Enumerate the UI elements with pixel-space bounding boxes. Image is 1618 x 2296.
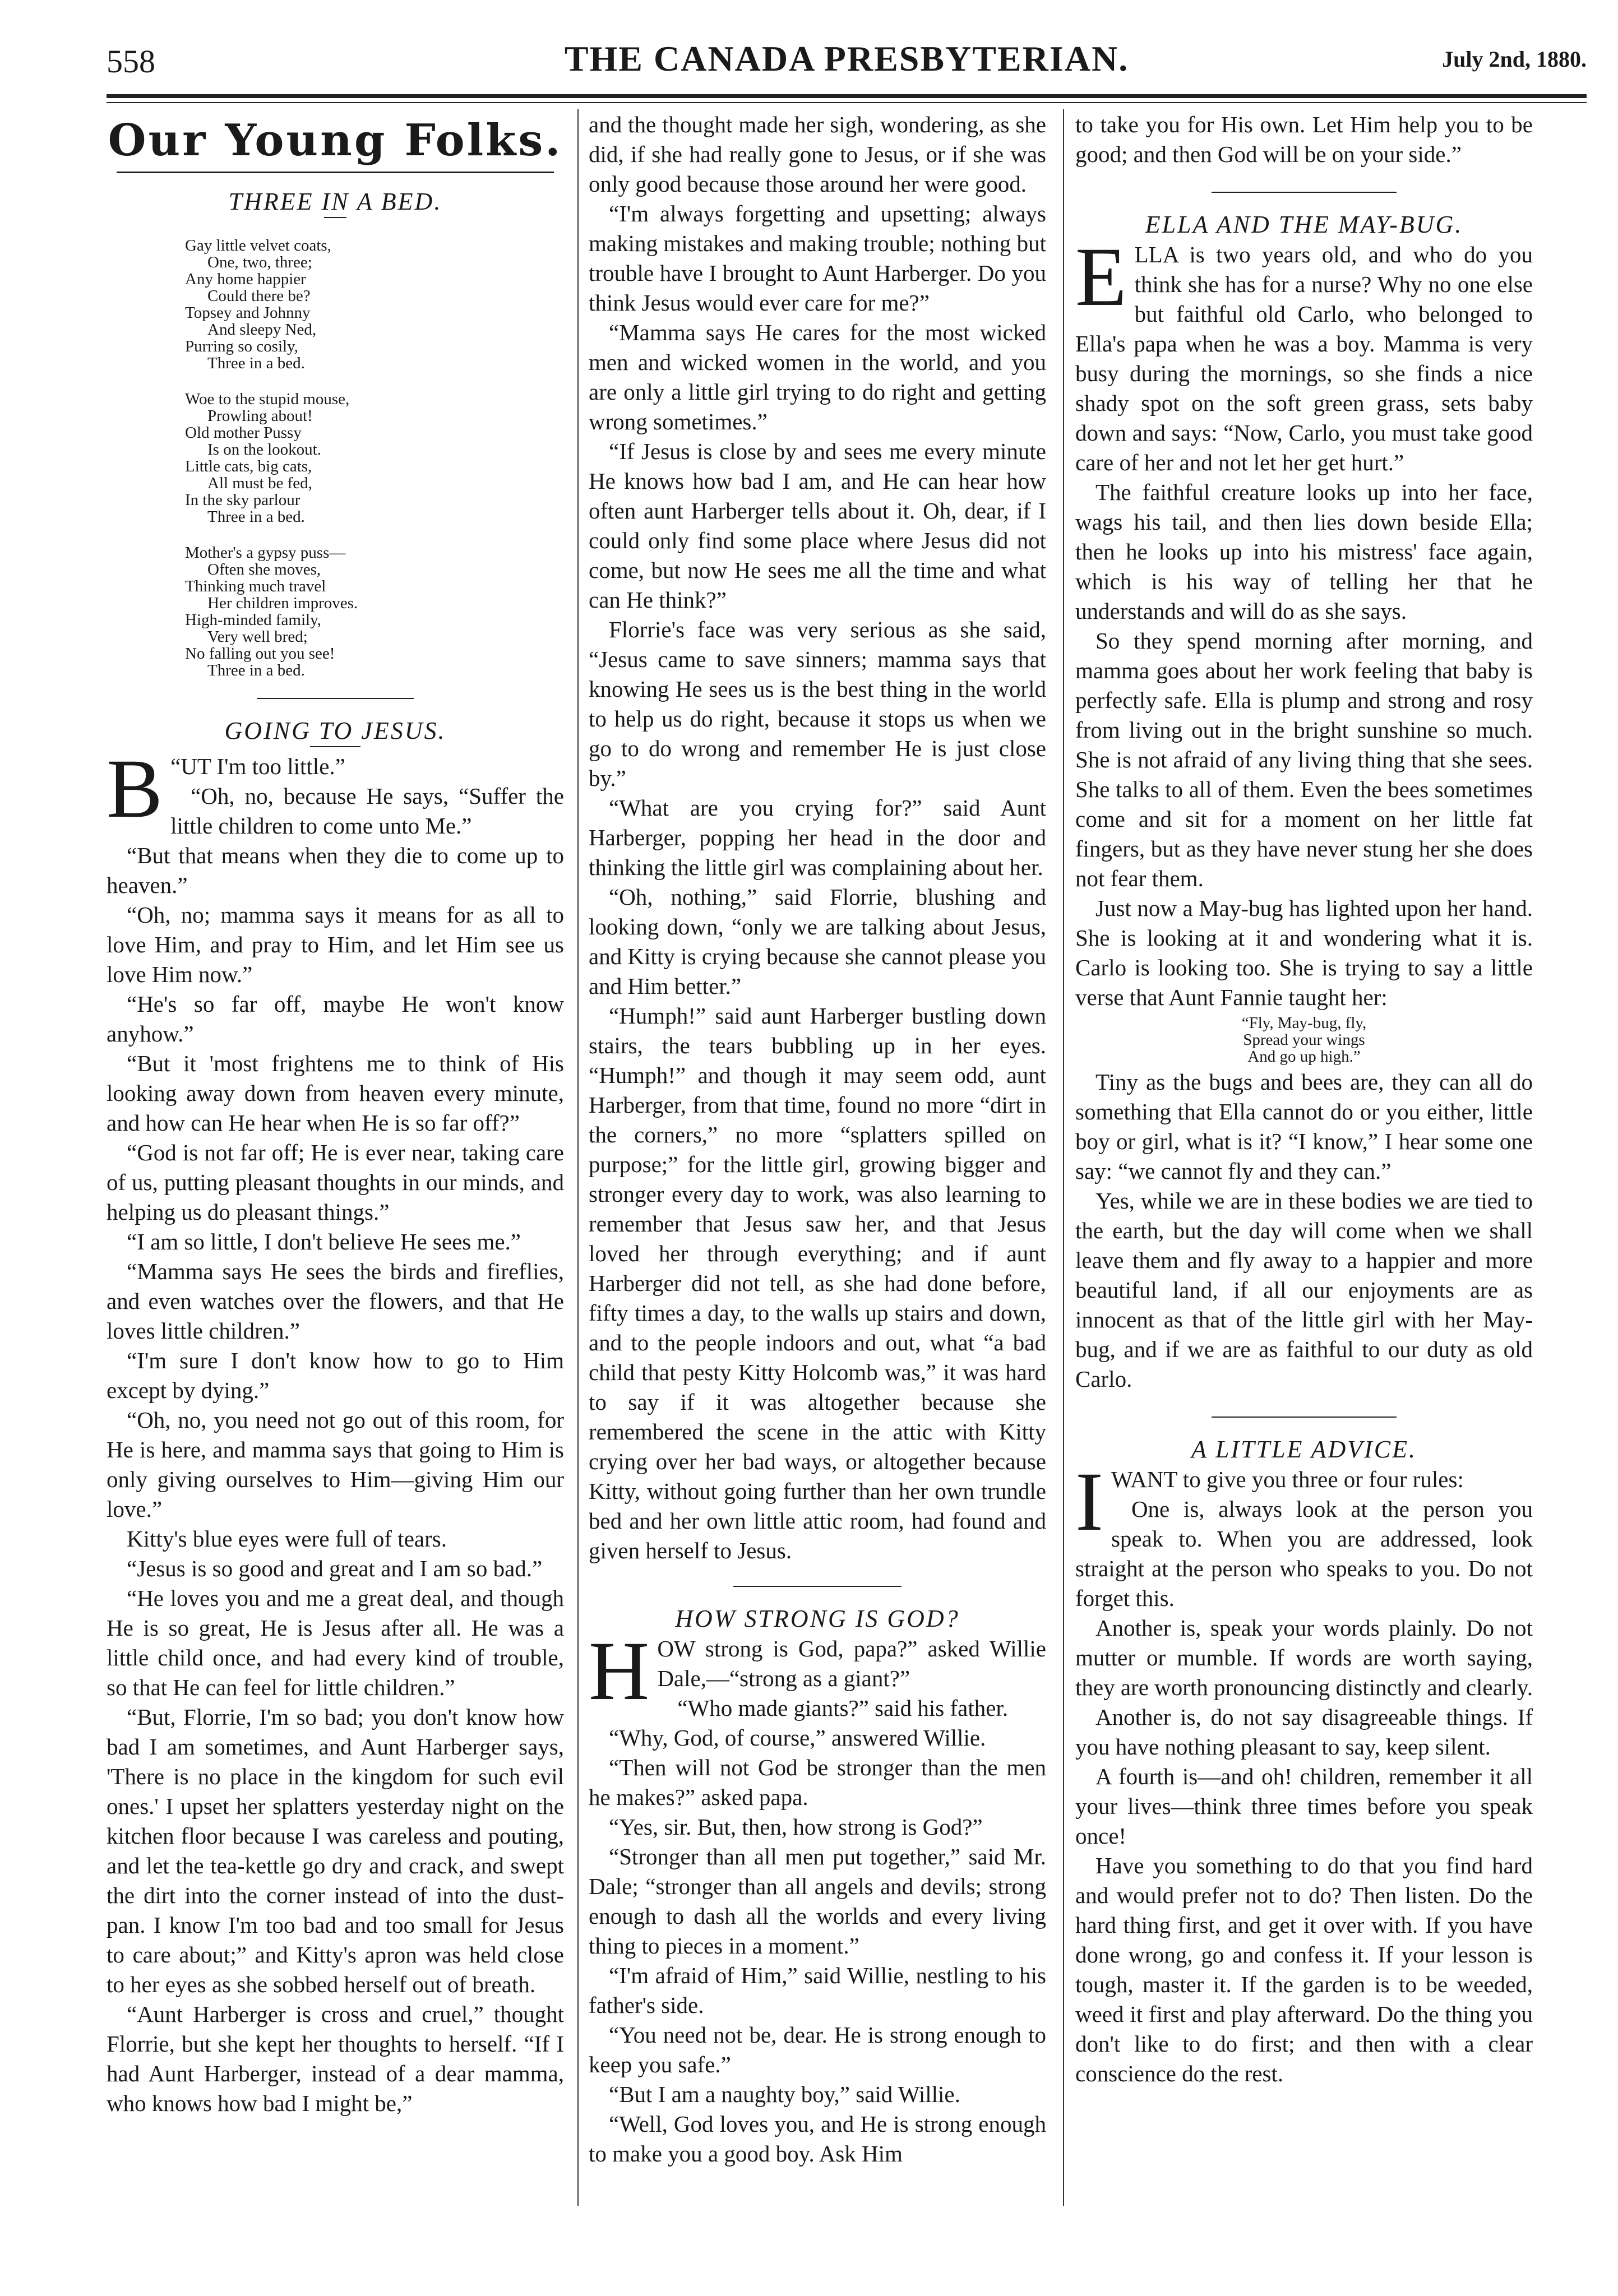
column-2 [589, 110, 1046, 2169]
poem-line: Three in a bed. [207, 354, 305, 372]
poem-line: Three in a bed. [207, 661, 305, 679]
article-paragraph: “Oh, no, you need not go out of this room, for He is here, and mamma says that going to Him is only giving ourselves to Him—giving Him our love.” [107, 1407, 564, 1522]
article-paragraph: “Mamma says He sees the birds and fireflies, and even watches over the flowers, and that He loves little children.” [107, 1258, 564, 1344]
article-paragraph: The faithful creature looks up into her face, wags his tail, and then lies down beside Ella; then he looks up into his mistress' face again, which is his way of telling her that he understands and will do as she says. [1075, 479, 1533, 624]
column-3 [1075, 110, 1533, 2089]
verse-line: And go up high.” [1247, 1048, 1361, 1066]
article-a-little-advice [1075, 1418, 1533, 2089]
article-paragraph: “If Jesus is close by and sees me every minute He knows how bad I am, and He can hear how often aunt Harberger tells about it. Oh, dear, if I could only find some place where Jesus did not come, but now He sees me all the time and what can He think?” [589, 438, 1046, 613]
page-number: 558 [107, 43, 155, 80]
drop-cap: B [107, 742, 163, 835]
poem-stanza [185, 391, 564, 525]
article-paragraph: IWANT to give you three or four rules: [1075, 1455, 1464, 1548]
newspaper-title: THE CANADA PRESBYTERIAN. [564, 39, 1129, 78]
article-paragraph: “But that means when they die to come up to heaven.” [107, 843, 564, 898]
poem-line: Her children improves. [207, 594, 358, 612]
poem-body [107, 237, 564, 679]
article-paragraph: “God is not far off; He is ever near, taking care of us, putting pleasant thoughts in our minds, and helping us do pleasant things.” [107, 1140, 564, 1225]
poem-line: Gay little velvet coats, [185, 237, 331, 254]
article-paragraph: “Then will not God be stronger than the men he makes?” asked papa. [589, 1755, 1046, 1810]
poem-line: Purring so cosily, [185, 337, 298, 355]
poem-line: Could there be? [207, 287, 311, 305]
poem-line: Mother's a gypsy puss— [185, 544, 346, 562]
poem-line: Prowling about! [207, 407, 313, 425]
drop-cap: E [1075, 230, 1127, 323]
poem-stanza [185, 237, 564, 372]
article-title: A LITTLE ADVICE. [1191, 1436, 1417, 1463]
poem-line: Three in a bed. [207, 508, 305, 526]
article-paragraph: and the thought made her sigh, wondering, as she did, if she had really gone to Jesus, or if she was only good because those around her were good. [589, 112, 1046, 197]
article-paragraph: Florrie's face was very serious as she said, “Jesus came to save sinners; mamma says that knowing He sees us is the best thing in the world to help us do right, because it stops us when we go to do wrong and remember He is just close by.” [589, 617, 1046, 791]
article-paragraph: “I'm always forgetting and upsetting; always making mistakes and making trouble; nothing but trouble have I brought to Aunt Harberger. Do you think Jesus would ever care for me?” [589, 201, 1046, 316]
poem-line: Little cats, big cats, [185, 457, 312, 475]
article-paragraph: “Oh, no, because He says, “Suffer the little children to come unto Me.” [170, 783, 564, 839]
article-title-rule [310, 746, 360, 747]
article-paragraph: HOW strong is God, papa?” asked Willie Dale,—“strong as a giant?” [589, 1624, 1046, 1718]
article-paragraph: “He loves you and me a great deal, and though He is so great, He is Jesus after all. He was a little child once, and had every kind of trouble, so that He can feel for little children.” [107, 1585, 564, 1700]
article-title: HOW STRONG IS GOD? [675, 1605, 960, 1632]
poem-line: And sleepy Ned, [207, 321, 317, 339]
article-paragraph: “Stronger than all men put together,” said Mr. Dale; “stronger than all angels and devils; strong enough to dash all the worlds and every living thing to pieces in a moment.” [589, 1844, 1046, 1959]
poem-line: Very well bred; [207, 628, 308, 646]
article-paragraph: Yes, while we are in these bodies we are tied to the earth, but the day will come when we shall leave them and fly away to a happier and more beautiful land, if all our enjoyments are as innocent as that of the little girl with her May-bug, and if we are as faithful to our duty as old Carlo. [1075, 1188, 1533, 1392]
poem-line: Often she moves, [207, 561, 321, 578]
article-ella-and-the-may-bug [1075, 193, 1533, 1394]
poem-stanza [185, 544, 564, 679]
poem-three-in-a-bed [107, 173, 564, 679]
article-how-strong-is-god [589, 1587, 1046, 2169]
article-paragraph: “I'm sure I don't know how to go to Him except by dying.” [107, 1348, 564, 1403]
column-divider-1 [577, 109, 579, 2206]
column-1 [107, 110, 564, 2118]
poem-line: Thinking much travel [185, 577, 326, 595]
poem-line: Topsey and Johnny [185, 304, 311, 322]
poem-title-rule [324, 217, 346, 218]
article-paragraph: to take you for His own. Let Him help you to be good; and then God will be on your side.” [1075, 112, 1533, 167]
article-title: ELLA AND THE MAY-BUG. [1145, 211, 1463, 238]
column-divider-2 [1063, 109, 1064, 2206]
issue-date: July 2nd, 1880. [1442, 47, 1587, 72]
article-paragraph: So they spend morning after morning, and mamma goes about her work feeling that baby is perfectly safe. Ella is plump and strong and rosy from living out in the bright sunshine so much. She is not afraid of any living thing that she sees. She talks to all of them. Even the bees sometimes come and sit for a moment on her little fat fingers, but as they have never stung her she does not fear them. [1075, 628, 1533, 891]
page-header [107, 38, 1587, 89]
poem-line: Woe to the stupid mouse, [185, 390, 350, 408]
article-paragraph: “Yes, sir. But, then, how strong is God?” [609, 1814, 983, 1840]
article-paragraph: Kitty's blue eyes were full of tears. [127, 1526, 447, 1552]
article-paragraph: One is, always look at the person you speak to. When you are addressed, look straight at the person who speaks to you. Do not forget this. [1075, 1496, 1533, 1611]
verse-line: “Fly, May-bug, fly, [1241, 1014, 1367, 1032]
article-paragraph: Have you something to do that you find hard and would prefer not to do? Then listen. Do the hard thing first, and get it over with. If you have done wrong, go and confess it. If your lesson is tough, master it. If the garden is to be weeded, weed it first and play afterward. Do the thing you don't like to do first; and then with a clear conscience do the rest. [1075, 1853, 1533, 2086]
header-rule-thin [107, 102, 1587, 103]
article-paragraph: “Oh, nothing,” said Florrie, blushing and looking down, “only we are talking about Jesus, and Kitty is crying because she cannot please you and Him better.” [589, 884, 1046, 999]
article-paragraph: “But I am a naughty boy,” said Willie. [609, 2081, 960, 2107]
article-paragraph: “Humph!” said aunt Harberger bustling down stairs, the tears bubbling up in her eyes. “Humph!” and though it may seem odd, aunt Harberger, from that time, found no more “dirt in the corners,” no more “splatters spilled on purpose;” for the little girl, growing bigger and stronger every day to work, was also learning to remember that Jesus saw her, and that Jesus loved her through everything; and if aunt Harberger did not tell, as she had done before, fifty times a day, to the walls up stairs and down, and to the people indoors and out, what “a bad child that pesty Kitty Holcomb was,” it was hard to say if it was altogether because she remembered the scene in the attic with Kitty crying over her bad ways, or altogether because Kitty, without going further than her own trundle bed and her own little attic room, had found and given herself to Jesus. [589, 1003, 1046, 1563]
poem-line: Any home happier [185, 270, 306, 288]
article-paragraph: Just now a May-bug has lighted upon her hand. She is looking at it and wondering what it is. Carlo is looking too. She is trying to say a little verse that Aunt Fannie taught her: [1075, 895, 1533, 1010]
article-paragraph: Another is, do not say disagreeable things. If you have nothing pleasant to say, keep silent. [1075, 1704, 1533, 1760]
article-paragraph: ELLA is two years old, and who do you think she has for a nurse? Why no one else but faithful old Carlo, who belonged to Ella's papa when he was a boy. Mamma is very busy during the mornings, so she finds a nice shady spot on the soft green grass, sets baby down and says: “Now, Carlo, you must take good care of her and not let her get hurt.” [1075, 230, 1533, 475]
poem-line: In the sky parlour [185, 491, 301, 509]
article-paragraph: “Oh, no; mamma says it means for as all to love Him, and pray to Him, and let Him see us love Him now.” [107, 902, 564, 987]
article-paragraph: “What are you crying for?” said Aunt Harberger, popping her head in the door and thinking the little girl was complaining about her. [589, 795, 1046, 880]
verse-line: Spread your wings [1243, 1031, 1365, 1049]
article-title: GOING TO JESUS. [224, 717, 446, 744]
article-paragraph: Tiny as the bugs and bees are, they can all do something that Ella cannot do or you either, little boy or girl, what is it? “I know,” I hear some one say: “we cannot fly and they can.” [1075, 1069, 1533, 1184]
article-paragraph: “Mamma says He cares for the most wicked men and wicked women in the world, and you are only a little girl trying to do right and getting wrong sometimes.” [589, 320, 1046, 434]
article-paragraph: “I am so little, I don't believe He sees me.” [127, 1229, 521, 1255]
poem-title: THREE IN A BED. [228, 188, 442, 215]
drop-cap: H [589, 1624, 650, 1718]
article-paragraph: “You need not be, dear. He is strong enough to keep you safe.” [589, 2022, 1046, 2077]
article-paragraph: “But, Florrie, I'm so bad; you don't know how bad I am sometimes, and Aunt Harberger says, 'There is no place in the kingdom for such evil ones.' I upset her splatters yesterday night on the kitchen floor because I was careless and pouting, and let the tea-kettle go dry and crack, and swept the dirt into the corner instead of into the dust-pan. I know I'm too bad and too small for Jesus to care about;” and Kitty's apron was held close to her eyes as she sobbed herself out of breath. [107, 1704, 564, 1997]
poem-line: No falling out you see! [185, 645, 335, 663]
article-paragraph: “Who made giants?” said his father. [677, 1695, 1009, 1721]
article-paragraph: “He's so far off, maybe He won't know anyhow.” [107, 991, 564, 1047]
article-paragraph: B “UT I'm too little.” [107, 742, 345, 835]
article-paragraph: A fourth is—and oh! children, remember it all your lives—think three times before you speak once! [1075, 1763, 1533, 1849]
poem-line: All must be fed, [207, 474, 312, 492]
may-bug-verse [1075, 1015, 1533, 1065]
poem-line: Old mother Pussy [185, 424, 302, 442]
poem-line: Is on the lookout. [207, 441, 321, 459]
section-title: Our Young Folks. [108, 115, 563, 166]
article-paragraph: “Jesus is so good and great and I am so bad.” [127, 1556, 543, 1581]
article-paragraph: “But it 'most frightens me to think of His looking away down from heaven every minute, and how can He hear when He is so far off?” [107, 1050, 564, 1136]
article-going-to-jesus [107, 699, 564, 2118]
drop-cap: I [1075, 1455, 1103, 1548]
article-paragraph: “Why, God, of course,” answered Willie. [609, 1725, 986, 1751]
article-paragraph: “I'm afraid of Him,” said Willie, nestling to his father's side. [589, 1962, 1046, 2018]
poem-line: High-minded family, [185, 611, 321, 629]
poem-line: One, two, three; [207, 253, 312, 271]
article-paragraph: “Well, God loves you, and He is strong enough to make you a good boy. Ask Him [589, 2111, 1046, 2167]
header-rule-thick [107, 94, 1587, 98]
article-paragraph: “Aunt Harberger is cross and cruel,” thought Florrie, but she kept her thoughts to herself. “If I had Aunt Harberger, instead of a dear mamma, who knows how bad I might be,” [107, 2001, 564, 2116]
article-paragraph: Another is, speak your words plainly. Do not mutter or mumble. If words are worth saying, they are worth pronouncing distinctly and clearly. [1075, 1615, 1533, 1700]
